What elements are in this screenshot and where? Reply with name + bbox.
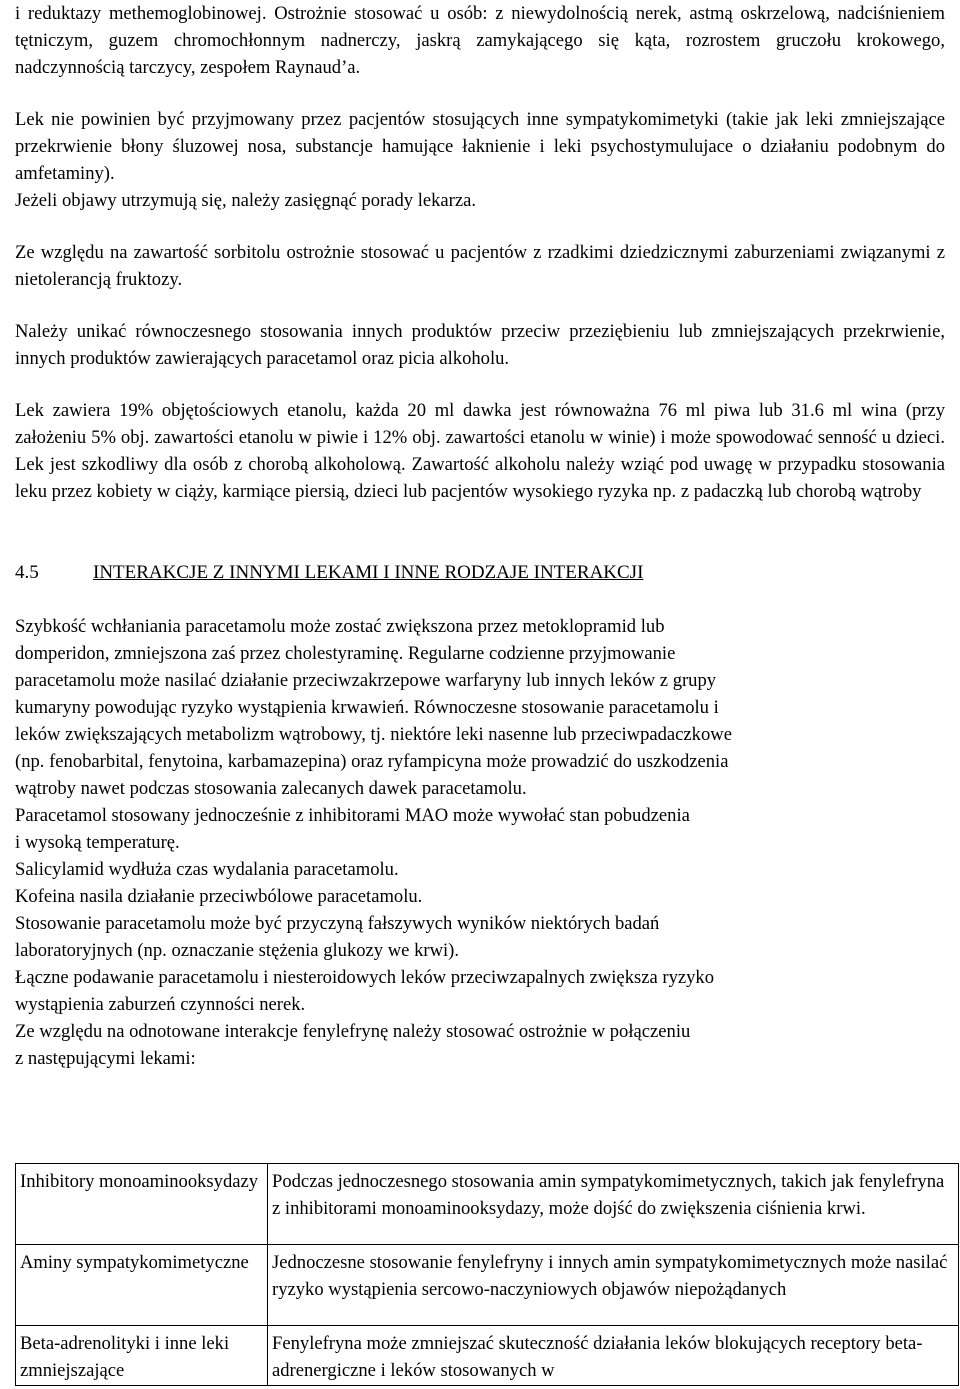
interactions-line: Łączne podawanie paracetamolu i niesteroidowych leków przeciwzapalnych zwiększa ryzyko	[15, 967, 715, 988]
drug-cell: Aminy sympatykomimetyczne	[16, 1245, 268, 1326]
table-row	[16, 1245, 959, 1326]
table-row	[16, 1326, 959, 1386]
sympathomimetics-paragraph: Lek nie powinien być przyjmowany przez pacjentów stosujących inne sympatykomimetyki (takie jak leki zmniejszające przekrwienie błony śluzowej nosa, substancje hamujące łaknienie i leki psychostymulujace o działaniu podobnym do amfetaminy).	[15, 109, 945, 184]
section-heading	[15, 559, 945, 586]
ethanol-paragraph: Lek zawiera 19% objętościowych etanolu, każda 20 ml dawka jest równoważna 76 ml piwa lub 31.6 ml wina (przy założeniu 5% obj. zawartości etanolu w piwie i 12% obj. zawartości etanolu w winie) i może spowodować senność u dzieci. Lek jest szkodliwy dla osób z chorobą alkoholową. Zawartość alkoholu należy wziąć pod uwagę w przypadku stosowania leku przez kobiety w ciąży, karmiące piersią, dzieci lub pacjentów wysokiego ryzyka np. z padaczką lub chorobą wątroby	[15, 400, 945, 502]
interactions-line: laboratoryjnych (np. oznaczanie stężenia glukozy we krwi).	[15, 940, 459, 961]
interactions-line: (np. fenobarbital, fenytoina, karbamazepina) oraz ryfampicyna może prowadzić do uszkodzenia	[15, 751, 729, 772]
interactions-line: Kofeina nasila działanie przeciwbólowe paracetamolu.	[15, 886, 423, 907]
effect-cell: Fenylefryna może zmniejszać skuteczność działania leków blokujących receptory beta-adrenergiczne i leków stosowanych w	[268, 1326, 959, 1386]
drug-cell: Inhibitory monoaminooksydazy	[16, 1164, 268, 1245]
interactions-line: wystąpienia zaburzeń czynności nerek.	[15, 994, 306, 1015]
interactions-line: paracetamolu może nasilać działanie przeciwzakrzepowe warfaryny lub innych leków z grupy	[15, 670, 717, 691]
precautions-section	[15, 0, 945, 505]
consult-doctor-paragraph: Jeżeli objawy utrzymują się, należy zasięgnąć porady lekarza.	[15, 190, 477, 211]
interactions-line: Salicylamid wydłuża czas wydalania paracetamolu.	[15, 859, 399, 880]
section-title: INTERAKCJE Z INNYMI LEKAMI I INNE RODZAJE INTERAKCJI	[93, 562, 644, 583]
interactions-text	[15, 613, 945, 1072]
interactions-line: z następującymi lekami:	[15, 1048, 196, 1069]
interactions-line: Paracetamol stosowany jednocześnie z inhibitorami MAO może wywołać stan pobudzenia	[15, 805, 690, 826]
interactions-line: leków zwiększających metabolizm wątrobowy, tj. niektóre leki nasenne lub przeciwpadaczkowe	[15, 724, 732, 745]
precautions-paragraph: i reduktazy methemoglobinowej. Ostrożnie stosować u osób: z niewydolnością nerek, astmą oskrzelową, nadciśnieniem tętniczym, guzem chromochłonnym nadnerczy, jaskrą zamykającego się kąta, rozrostem gruczołu krokowego, nadczynnością tarczycy, zespołem Raynaud’a.	[15, 3, 945, 78]
section-number: 4.5	[15, 562, 39, 583]
sorbitol-paragraph: Ze względu na zawartość sorbitolu ostrożnie stosować u pacjentów z rzadkimi dziedzicznymi zaburzeniami związanymi z nietolerancją fruktozy.	[15, 242, 945, 290]
table-row	[16, 1164, 959, 1245]
drug-cell: Beta-adrenolityki i inne leki zmniejszające	[16, 1326, 268, 1386]
interactions-line: Stosowanie paracetamolu może być przyczyną fałszywych wyników niektórych badań	[15, 913, 660, 934]
interactions-line: Ze względu na odnotowane interakcje fenylefrynę należy stosować ostrożnie w połączeniu	[15, 1021, 691, 1042]
interactions-line: wątroby nawet podczas stosowania zalecanych dawek paracetamolu.	[15, 778, 527, 799]
interactions-line: domperidon, zmniejszona zaś przez cholestyraminę. Regularne codzienne przyjmowanie	[15, 643, 676, 664]
interactions-line: i wysoką temperaturę.	[15, 832, 180, 853]
effect-cell: Podczas jednoczesnego stosowania amin sympatykomimetycznych, takich jak fenylefryna z inhibitorami monoaminooksydazy, może dojść do zwiększenia ciśnienia krwi.	[268, 1164, 959, 1245]
interactions-line: Szybkość wchłaniania paracetamolu może zostać zwiększona przez metoklopramid lub	[15, 616, 665, 637]
document-page	[15, 0, 948, 1381]
effect-cell: Jednoczesne stosowanie fenylefryny i innych amin sympatykomimetycznych może nasilać ryzyko wystąpienia sercowo-naczyniowych objawów niepożądanych	[268, 1245, 959, 1326]
avoid-combination-paragraph: Należy unikać równoczesnego stosowania innych produktów przeciw przeziębieniu lub zmniejszających przekrwienie, innych produktów zawierających paracetamol oraz picia alkoholu.	[15, 321, 945, 369]
interactions-line: kumaryny powodując ryzyko wystąpienia krwawień. Równoczesne stosowanie paracetamolu i	[15, 697, 719, 718]
interactions-table	[15, 1163, 959, 1386]
